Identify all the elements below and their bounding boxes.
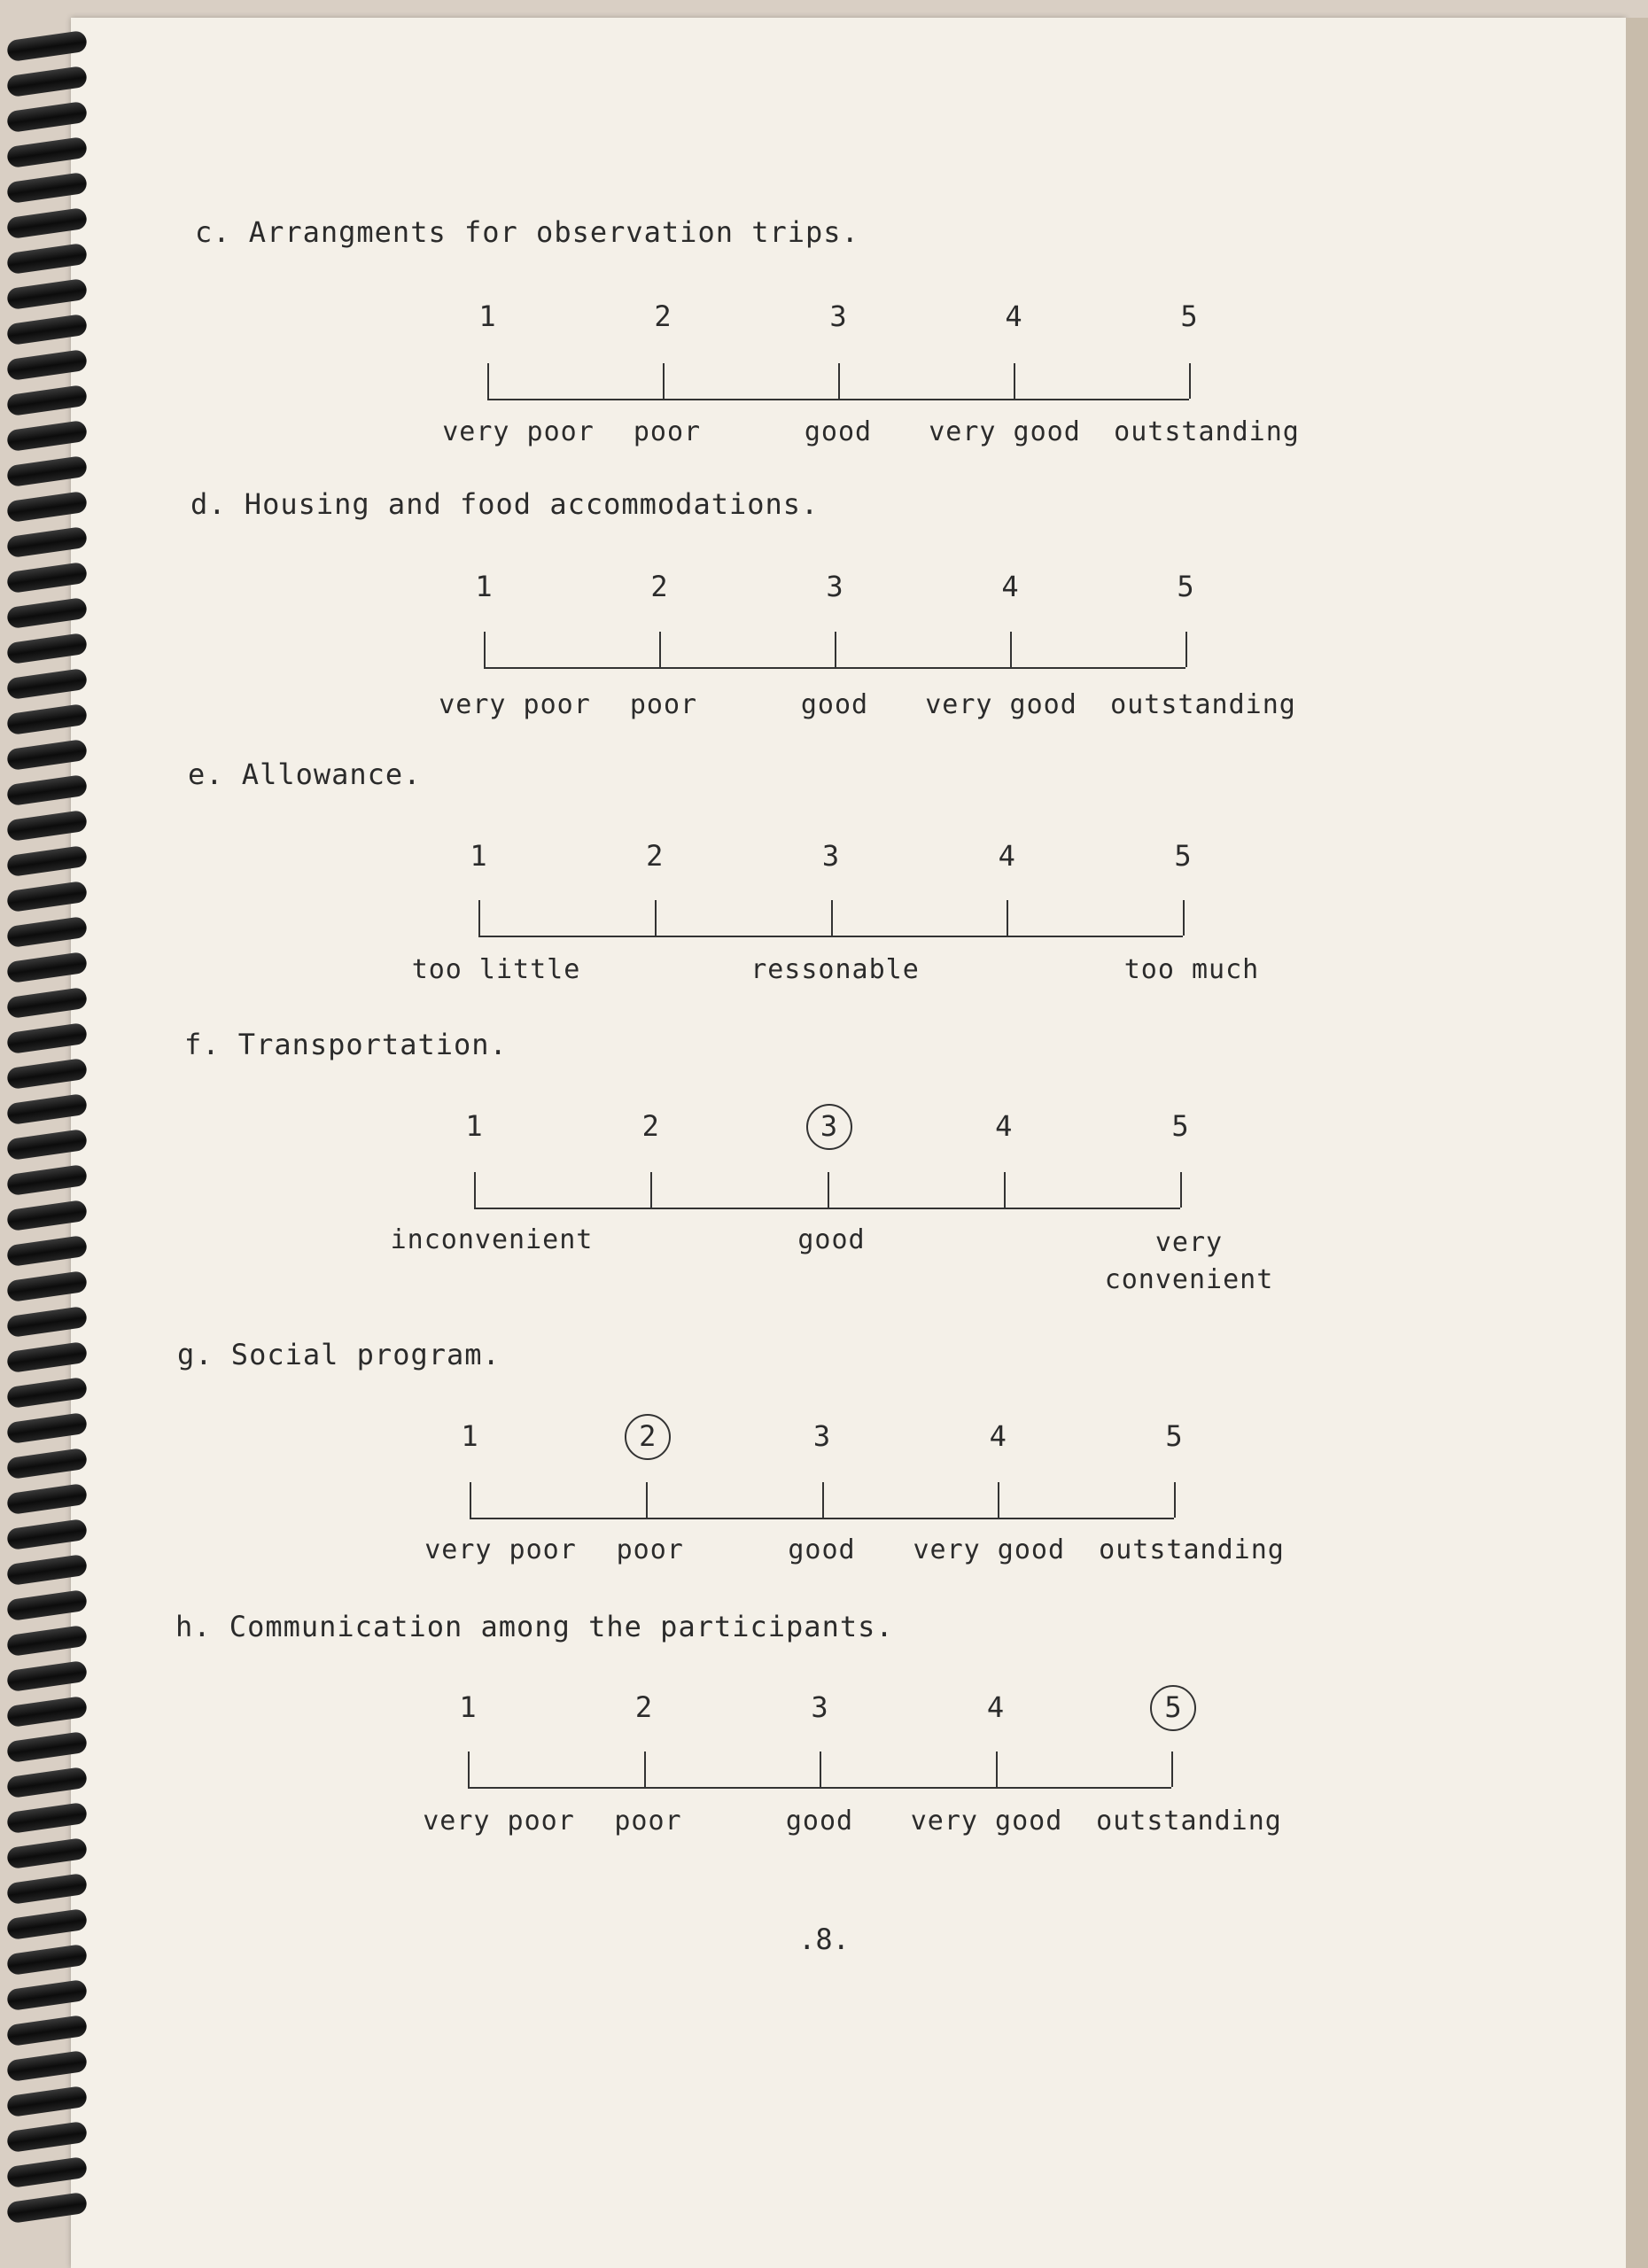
scale-tick <box>822 1482 824 1518</box>
spiral-coil <box>6 278 88 310</box>
rating-number-1[interactable]: 1 <box>470 839 487 873</box>
rating-scale-line <box>484 667 1185 669</box>
spiral-coil <box>6 1235 88 1267</box>
spiral-coil <box>6 739 88 771</box>
spiral-coil <box>6 1518 88 1550</box>
scale-label-poor: poor <box>629 689 698 720</box>
scale-label-very-good: very good <box>925 689 1077 720</box>
spiral-coil <box>6 2156 88 2188</box>
rating-number-1[interactable]: 1 <box>478 299 496 333</box>
rating-number-2[interactable]: 2 <box>650 570 668 603</box>
rating-number-4[interactable]: 4 <box>998 839 1015 873</box>
spiral-coil <box>6 668 88 700</box>
rating-number-1[interactable]: 1 <box>461 1419 478 1453</box>
scale-label-poor: poor <box>614 1806 682 1837</box>
rating-number-4[interactable]: 4 <box>986 1690 1005 1724</box>
scale-tick <box>835 632 836 667</box>
spiral-coil <box>6 1306 88 1338</box>
scale-label-very-poor: very poor <box>424 1534 577 1565</box>
scale-tick <box>474 1172 476 1208</box>
question-f: f. Transportation. <box>184 1028 508 1061</box>
scale-tick <box>998 1482 999 1518</box>
scale-label-outstanding: outstanding <box>1114 416 1300 447</box>
spiral-coil <box>6 703 88 735</box>
spiral-coil <box>6 1696 88 1728</box>
spiral-coil <box>6 2121 88 2153</box>
scale-tick <box>659 632 661 667</box>
spiral-coil <box>6 1200 88 1231</box>
scale-label-poor: poor <box>633 416 702 447</box>
spiral-coil <box>6 774 88 806</box>
scale-label-very-good: very good <box>913 1534 1066 1565</box>
scale-label-good: good <box>797 1224 866 1255</box>
rating-scale-line <box>487 399 1189 400</box>
rating-number-5[interactable]: 5 <box>1177 570 1194 603</box>
spiral-coil <box>6 526 88 558</box>
spiral-coil <box>6 2050 88 2082</box>
scale-label-very-poor: very poor <box>439 689 591 720</box>
rating-number-5[interactable]: 5 <box>1174 839 1192 873</box>
spiral-coil <box>6 1022 88 1054</box>
rating-number-2[interactable]: 2 <box>646 839 664 873</box>
scale-tick <box>484 632 486 667</box>
scale-tick <box>1183 900 1185 936</box>
scale-tick <box>470 1482 471 1518</box>
spiral-coil <box>6 101 88 133</box>
scale-label-outstanding: outstanding <box>1110 689 1296 720</box>
spiral-coil <box>6 384 88 416</box>
spiral-coil <box>6 1377 88 1409</box>
question-e: e. Allowance. <box>188 757 422 791</box>
spiral-coil <box>6 1979 88 2011</box>
spiral-coil <box>6 314 88 346</box>
spiral-coil <box>6 1129 88 1161</box>
scale-label-good: good <box>788 1534 856 1565</box>
spiral-coil <box>6 951 88 983</box>
rating-number-2[interactable]: 2 <box>654 299 672 333</box>
rating-number-3[interactable]: 3 <box>826 570 843 603</box>
scale-tick <box>1014 363 1015 399</box>
rating-number-3[interactable]: 3 <box>812 1419 831 1453</box>
scale-label-outstanding: outstanding <box>1096 1806 1282 1837</box>
scale-label-very-good: very good <box>910 1806 1063 1837</box>
spiral-coil <box>6 455 88 487</box>
spiral-coil <box>6 1908 88 1940</box>
scale-tick <box>1180 1172 1182 1208</box>
spiral-coil <box>6 1837 88 1869</box>
rating-number-1[interactable]: 1 <box>459 1690 477 1724</box>
page-number: .8. <box>798 1922 850 1956</box>
spiral-coil <box>6 207 88 239</box>
scale-label-good: good <box>785 1806 854 1837</box>
scale-tick <box>996 1751 998 1787</box>
rating-scale-line <box>478 936 1183 937</box>
spiral-coil <box>6 1164 88 1196</box>
scale-label-very-good: very good <box>929 416 1081 447</box>
spiral-coil <box>6 1660 88 1692</box>
rating-number-4[interactable]: 4 <box>989 1419 1007 1453</box>
spiral-coil <box>6 1058 88 1090</box>
scale-tick <box>828 1172 829 1208</box>
paper-edge <box>1626 18 1648 2268</box>
scale-tick <box>1171 1751 1173 1787</box>
spiral-coil <box>6 2085 88 2117</box>
spiral-coil <box>6 845 88 877</box>
spiral-coil <box>6 1625 88 1657</box>
rating-number-5[interactable]: 5 <box>1171 1109 1189 1143</box>
spiral-coil <box>6 1448 88 1480</box>
scale-tick <box>1185 632 1187 667</box>
spiral-coil <box>6 1341 88 1373</box>
scale-tick <box>650 1172 652 1208</box>
spiral-coil <box>6 562 88 594</box>
spiral-coil <box>6 987 88 1019</box>
scale-tick <box>655 900 657 936</box>
question-h: h. Communication among the participants. <box>175 1610 894 1643</box>
spiral-coil <box>6 420 88 452</box>
spiral-coil <box>6 916 88 948</box>
rating-number-2[interactable]: 2 <box>641 1109 659 1143</box>
scale-label-poor: poor <box>616 1534 684 1565</box>
scale-label-inconvenient: inconvenient <box>390 1224 594 1255</box>
scale-label-too-little: too little <box>411 954 581 985</box>
spiral-coil <box>6 881 88 913</box>
circled-rating-3[interactable]: 3 <box>806 1104 852 1150</box>
spiral-coil <box>6 1589 88 1621</box>
spiral-coil <box>6 810 88 842</box>
scale-tick <box>1189 363 1191 399</box>
spiral-coil <box>6 1802 88 1834</box>
spiral-coil <box>6 30 88 62</box>
scale-label-very-poor: very poor <box>423 1806 575 1837</box>
scale-label-too-much: too much <box>1123 954 1260 985</box>
spiral-coil <box>6 491 88 523</box>
spiral-coil <box>6 1483 88 1515</box>
rating-number-1[interactable]: 1 <box>475 570 493 603</box>
spiral-coil <box>6 1767 88 1798</box>
rating-number-3[interactable]: 3 <box>829 299 847 333</box>
question-d: d. Housing and food accommodations. <box>190 487 820 521</box>
spiral-coil <box>6 1554 88 1586</box>
spiral-coil <box>6 1412 88 1444</box>
scale-label-very-convenient: very convenient <box>1104 1227 1274 1295</box>
rating-number-5[interactable]: 5 <box>1165 1419 1183 1453</box>
scale-tick <box>1174 1482 1176 1518</box>
spiral-coil <box>6 1731 88 1763</box>
rating-number-2[interactable]: 2 <box>634 1690 653 1724</box>
scale-tick <box>487 363 489 399</box>
scale-label-good: good <box>804 416 873 447</box>
scale-label-outstanding: outstanding <box>1099 1534 1285 1565</box>
scale-label-ressonable: ressonable <box>750 954 920 985</box>
spiral-coil <box>6 1270 88 1302</box>
spiral-coil <box>6 172 88 204</box>
scale-label-very-poor: very poor <box>442 416 595 447</box>
question-c: c. Arrangments for observation trips. <box>195 215 859 249</box>
scale-tick <box>1004 1172 1006 1208</box>
question-g: g. Social program. <box>177 1338 501 1371</box>
scale-tick <box>663 363 665 399</box>
spiral-coil <box>6 1944 88 1976</box>
rating-number-5[interactable]: 5 <box>1180 299 1198 333</box>
rating-number-3[interactable]: 3 <box>811 1690 828 1724</box>
rating-number-4[interactable]: 4 <box>1005 299 1022 333</box>
scale-tick <box>644 1751 646 1787</box>
rating-number-1[interactable]: 1 <box>465 1109 483 1143</box>
circled-rating-5[interactable]: 5 <box>1150 1685 1196 1731</box>
rating-scale-line <box>474 1208 1180 1209</box>
scale-label-good: good <box>800 689 869 720</box>
spiral-coil <box>6 243 88 275</box>
rating-scale-line <box>470 1518 1174 1519</box>
spiral-binding <box>0 35 97 2268</box>
scale-tick <box>1007 900 1008 936</box>
spiral-coil <box>6 2192 88 2224</box>
scale-tick <box>468 1751 470 1787</box>
spiral-coil <box>6 136 88 168</box>
scale-tick <box>838 363 840 399</box>
spiral-coil <box>6 349 88 381</box>
scale-tick <box>1010 632 1012 667</box>
spiral-coil <box>6 633 88 664</box>
rating-scale-line <box>468 1787 1171 1789</box>
spiral-coil <box>6 1873 88 1905</box>
spiral-coil <box>6 1093 88 1125</box>
rating-number-4[interactable]: 4 <box>995 1109 1013 1143</box>
circled-rating-2[interactable]: 2 <box>625 1414 671 1460</box>
scale-tick <box>831 900 833 936</box>
rating-number-3[interactable]: 3 <box>821 839 840 873</box>
scale-tick <box>820 1751 821 1787</box>
rating-number-4[interactable]: 4 <box>1001 570 1019 603</box>
spiral-coil <box>6 597 88 629</box>
spiral-coil <box>6 66 88 97</box>
spiral-coil <box>6 2015 88 2047</box>
scale-tick <box>478 900 480 936</box>
scale-tick <box>646 1482 648 1518</box>
